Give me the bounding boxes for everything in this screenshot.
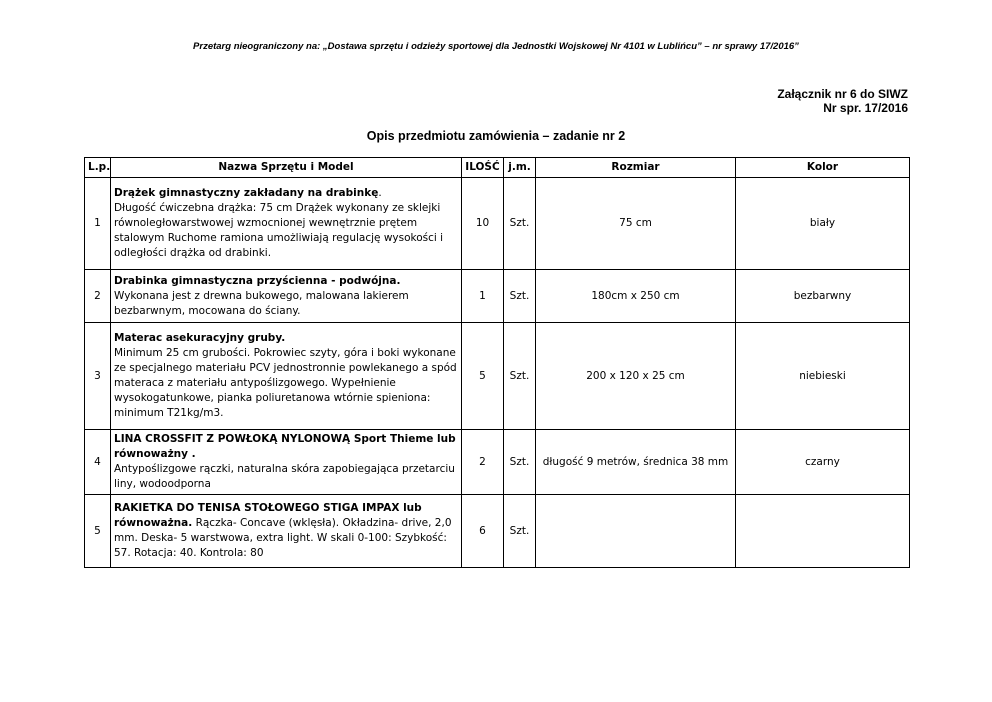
item-name: Drabinka gimnastyczna przyścienna - podwójna. [114, 274, 401, 287]
row-description [111, 495, 462, 568]
row-lp: 2 [85, 270, 111, 323]
row-lp: 1 [85, 178, 111, 270]
row-color: bezbarwny [736, 270, 910, 323]
row-color [736, 495, 910, 568]
row-description [111, 323, 462, 430]
row-qty: 6 [462, 495, 504, 568]
row-unit: Szt. [504, 270, 536, 323]
item-desc: Minimum 25 cm grubości. Pokrowiec szyty, góra i boki wykonane ze specjalnego materiału PCV jednostronnie powlekanego a spód materaca z materiału antypoślizgowego. Wypełnienie wysokogatunkowe, pianka poliuretanowa wtórnie spieniona: minimum T21kg/m3. [114, 347, 457, 419]
row-size: długość 9 metrów, średnica 38 mm [536, 430, 736, 495]
document-header: Przetarg nieograniczony na: „Dostawa sprzętu i odzieży sportowej dla Jednostki Wojskowej Nr 4101 w Lublińcu” – nr sprawy 17/2016” [193, 41, 799, 52]
item-name: Materac asekuracyjny gruby. [114, 332, 286, 344]
row-unit: Szt. [504, 495, 536, 568]
annex-number: Załącznik nr 6 do SIWZ [777, 87, 908, 101]
row-unit: Szt. [504, 178, 536, 270]
items-table [84, 157, 910, 568]
row-size: 200 x 120 x 25 cm [536, 323, 736, 430]
column-header-size: Rozmiar [536, 158, 736, 178]
row-qty: 10 [462, 178, 504, 270]
table-row [85, 323, 910, 430]
row-qty: 5 [462, 323, 504, 430]
column-header-color: Kolor [736, 158, 910, 178]
table-row [85, 270, 910, 323]
item-desc: Rączka- Concave (wklęsła). Okładzina- drive, 2,0 mm. Deska- 5 warstwowa, extra light. W skali 0-100: Szybkość: 57. Rotacja: 40. Kontrola: 80 [114, 517, 452, 559]
item-name: Drążek gimnastyczny zakładany na drabinkę [114, 187, 379, 199]
row-color: biały [736, 178, 910, 270]
column-header-name: Nazwa Sprzętu i Model [111, 158, 462, 178]
row-size [536, 495, 736, 568]
table-row [85, 430, 910, 495]
row-color: niebieski [736, 323, 910, 430]
row-description [111, 430, 462, 495]
item-name: LINA CROSSFIT Z POWŁOKĄ NYLONOWĄ Sport Thieme lub równoważny . [114, 433, 456, 460]
item-name-suffix: . [378, 187, 382, 199]
table-row [85, 495, 910, 568]
row-qty: 2 [462, 430, 504, 495]
row-description [111, 270, 462, 323]
row-lp: 3 [85, 323, 111, 430]
row-size: 75 cm [536, 178, 736, 270]
row-lp: 5 [85, 495, 111, 568]
table-row [85, 178, 910, 270]
annex-label [777, 87, 908, 115]
item-desc: Wykonana jest z drewna bukowego, malowana lakierem bezbarwnym, mocowana do ściany. [114, 289, 409, 317]
row-description [111, 178, 462, 270]
item-desc: Antypoślizgowe rączki, naturalna skóra zapobiegająca przetarciu liny, wodoodporna [114, 463, 455, 490]
table-header-row [85, 158, 910, 178]
page-title: Opis przedmiotu zamówienia – zadanie nr 2 [366, 129, 626, 143]
column-header-lp: L.p. [85, 158, 111, 178]
row-unit: Szt. [504, 323, 536, 430]
row-lp: 4 [85, 430, 111, 495]
row-qty: 1 [462, 270, 504, 323]
row-size: 180cm x 250 cm [536, 270, 736, 323]
case-number: Nr spr. 17/2016 [823, 101, 908, 115]
row-unit: Szt. [504, 430, 536, 495]
item-name: RAKIETKA DO TENISA STOŁOWEGO STIGA IMPAX lub równoważna. [114, 502, 422, 529]
item-desc: Długość ćwiczebna drążka: 75 cm Drążek wykonany ze sklejki równoległowarstwowej wzmocnionej wewnętrznie prętem stalowym Ruchome ramiona umożliwiają regulację wysokości i odległości drążka od drabinki. [114, 202, 444, 259]
column-header-qty: ILOŚĆ [462, 158, 504, 178]
row-color: czarny [736, 430, 910, 495]
column-header-unit: j.m. [504, 158, 536, 178]
